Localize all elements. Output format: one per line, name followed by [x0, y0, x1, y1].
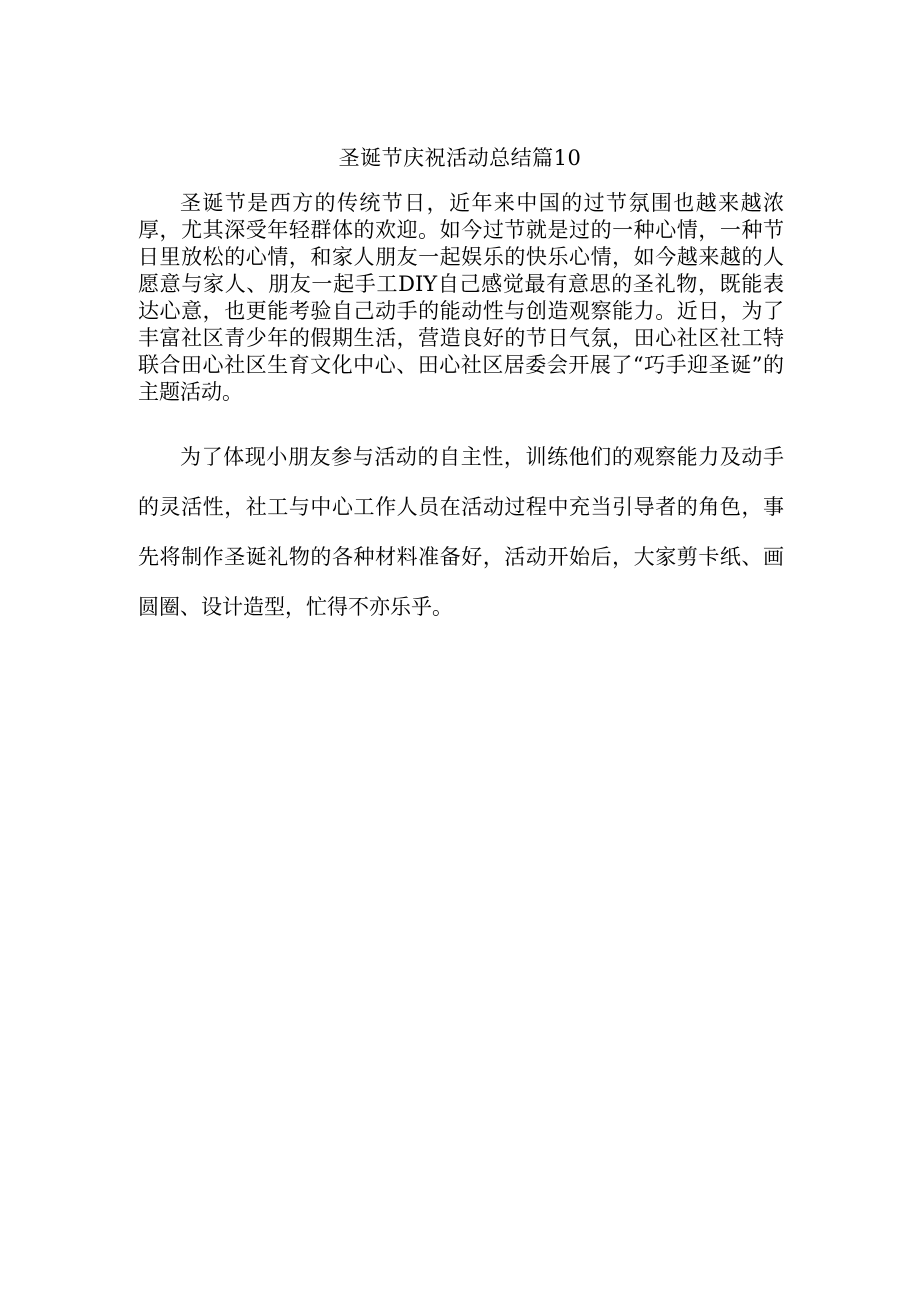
paragraph-2: 为了体现小朋友参与活动的自主性，训练他们的观察能力及动手的灵活性，社工与中心工作人员在活动过程中充当引导者的角色，事先将制作圣诞礼物的各种材料准备好，活动开始后，大家剪卡纸、画圆圈、设计造型，忙得不亦乐乎。 — [138, 445, 784, 619]
paragraph-1: 圣诞节是西方的传统节日，近年来中国的过节氛围也越来越浓厚，尤其深受年轻群体的欢迎。如今过节就是过的一种心情，一种节日里放松的心情，和家人朋友一起娱乐的快乐心情，如今越来越的人愿意与家人、朋友一起手工DIY自己感觉最有意思的圣礼物，既能表达心意，也更能考验自己动手的能动性与创造观察能力。近日，为了丰富社区青少年的假期生活，营造良好的节日气氛，田心社区社工特联合田心社区生育文化中心、田心社区居委会开展了“巧手迎圣诞”的主题活动。 — [138, 191, 784, 404]
document-title: 圣诞节庆祝活动总结篇10 — [338, 146, 582, 170]
